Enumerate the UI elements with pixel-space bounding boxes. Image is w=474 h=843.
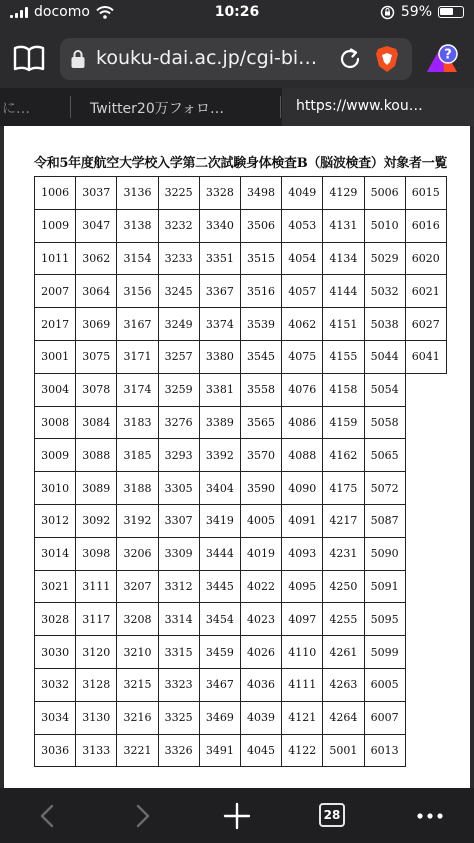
empty-cell <box>405 472 446 505</box>
table-cell: 6041 <box>405 340 446 373</box>
table-cell: 2017 <box>35 308 76 341</box>
table-cell: 3128 <box>76 668 117 701</box>
table-cell: 5099 <box>364 636 405 669</box>
empty-cell <box>405 439 446 472</box>
table-cell: 3111 <box>76 570 117 603</box>
status-right <box>380 4 464 20</box>
table-cell: 3276 <box>158 406 199 439</box>
table-cell: 3491 <box>199 734 240 767</box>
carrier-name: docomo <box>34 4 90 20</box>
table-cell: 4054 <box>282 242 323 275</box>
table-cell: 4097 <box>282 603 323 636</box>
more-menu-icon[interactable] <box>416 802 444 830</box>
table-cell: 4026 <box>240 636 281 669</box>
table-cell: 6021 <box>405 275 446 308</box>
table-cell: 3188 <box>117 472 158 505</box>
table-cell: 3516 <box>240 275 281 308</box>
table-cell: 5010 <box>364 209 405 242</box>
table-cell: 3312 <box>158 570 199 603</box>
table-cell: 4155 <box>323 340 364 373</box>
table-cell: 3133 <box>76 734 117 767</box>
table-cell: 3001 <box>35 340 76 373</box>
table-cell: 3098 <box>76 537 117 570</box>
table-cell: 3314 <box>158 603 199 636</box>
table-cell: 4261 <box>323 636 364 669</box>
table-cell: 6007 <box>364 701 405 734</box>
table-cell: 3154 <box>117 242 158 275</box>
table-row <box>35 373 447 406</box>
table-cell: 3078 <box>76 373 117 406</box>
table-cell: 3009 <box>35 439 76 472</box>
table-cell: 4175 <box>323 472 364 505</box>
table-cell: 3454 <box>199 603 240 636</box>
table-cell: 3030 <box>35 636 76 669</box>
table-cell: 4162 <box>323 439 364 472</box>
table-row <box>35 668 447 701</box>
table-cell: 4036 <box>240 668 281 701</box>
lock-icon <box>70 49 86 69</box>
table-cell: 4151 <box>323 308 364 341</box>
brave-rewards-icon[interactable] <box>424 42 460 76</box>
table-cell: 4264 <box>323 701 364 734</box>
table-cell: 3590 <box>240 472 281 505</box>
table-cell: 4093 <box>282 537 323 570</box>
table-cell: 4075 <box>282 340 323 373</box>
table-cell: 4091 <box>282 504 323 537</box>
table-cell: 4045 <box>240 734 281 767</box>
empty-cell <box>405 668 446 701</box>
table-cell: 2007 <box>35 275 76 308</box>
table-cell: 4086 <box>282 406 323 439</box>
table-cell: 3064 <box>76 275 117 308</box>
table-cell: 3545 <box>240 340 281 373</box>
table-cell: 4158 <box>323 373 364 406</box>
table-cell: 3036 <box>35 734 76 767</box>
empty-cell <box>405 570 446 603</box>
table-row <box>35 209 447 242</box>
table-cell: 1009 <box>35 209 76 242</box>
table-cell: 4022 <box>240 570 281 603</box>
tab-label: https://www.kou… <box>296 98 423 114</box>
table-row <box>35 242 447 275</box>
table-cell: 6027 <box>405 308 446 341</box>
table-cell: 3539 <box>240 308 281 341</box>
table-cell: 4090 <box>282 472 323 505</box>
table-cell: 3206 <box>117 537 158 570</box>
table-cell: 3419 <box>199 504 240 537</box>
table-cell: 3207 <box>117 570 158 603</box>
table-cell: 5072 <box>364 472 405 505</box>
table-cell: 4110 <box>282 636 323 669</box>
table-cell: 3444 <box>199 537 240 570</box>
table-cell: 3047 <box>76 209 117 242</box>
table-cell: 3225 <box>158 177 199 210</box>
table-cell: 5054 <box>364 373 405 406</box>
table-row <box>35 275 447 308</box>
tab-divider <box>70 96 71 118</box>
table-cell: 3014 <box>35 537 76 570</box>
table-cell: 3088 <box>76 439 117 472</box>
table-cell: 5065 <box>364 439 405 472</box>
document-title: 令和5年度航空大学校入学第二次試験身体検査B（脳波検査）対象者一覧 <box>34 156 448 171</box>
table-cell: 4121 <box>282 701 323 734</box>
table-cell: 3374 <box>199 308 240 341</box>
table-cell: 6020 <box>405 242 446 275</box>
url-text[interactable]: kouku-dai.ac.jp/cgi-bi… <box>96 47 318 69</box>
table-cell: 3062 <box>76 242 117 275</box>
table-cell: 3004 <box>35 373 76 406</box>
table-cell: 3293 <box>158 439 199 472</box>
table-cell: 4062 <box>282 308 323 341</box>
table-cell: 3210 <box>117 636 158 669</box>
table-cell: 5006 <box>364 177 405 210</box>
table-cell: 5087 <box>364 504 405 537</box>
table-row <box>35 406 447 439</box>
table-cell: 4255 <box>323 603 364 636</box>
table-cell: 3351 <box>199 242 240 275</box>
table-cell: 4005 <box>240 504 281 537</box>
table-cell: 4095 <box>282 570 323 603</box>
table-cell: 3570 <box>240 439 281 472</box>
table-cell: 3498 <box>240 177 281 210</box>
table-row <box>35 340 447 373</box>
table-row <box>35 570 447 603</box>
empty-cell <box>405 504 446 537</box>
table-cell: 3216 <box>117 701 158 734</box>
table-cell: 3117 <box>76 603 117 636</box>
table-cell: 5090 <box>364 537 405 570</box>
table-cell: 3012 <box>35 504 76 537</box>
table-cell: 5095 <box>364 603 405 636</box>
status-bar <box>0 0 474 26</box>
table-cell: 4122 <box>282 734 323 767</box>
reload-icon[interactable] <box>338 47 362 71</box>
table-cell: 3381 <box>199 373 240 406</box>
table-cell: 4023 <box>240 603 281 636</box>
table-cell: 3309 <box>158 537 199 570</box>
table-row <box>35 472 447 505</box>
tab-label: Twitter20万フォロ… <box>90 101 225 117</box>
table-cell: 4053 <box>282 209 323 242</box>
table-cell: 3315 <box>158 636 199 669</box>
table-cell: 3506 <box>240 209 281 242</box>
table-cell: 3208 <box>117 603 158 636</box>
empty-cell <box>405 537 446 570</box>
table-cell: 3092 <box>76 504 117 537</box>
table-cell: 3215 <box>117 668 158 701</box>
table-cell: 3307 <box>158 504 199 537</box>
table-cell: 1006 <box>35 177 76 210</box>
table-cell: 5038 <box>364 308 405 341</box>
table-row <box>35 734 447 767</box>
table-cell: 3325 <box>158 701 199 734</box>
table-cell: 3130 <box>76 701 117 734</box>
tab-divider <box>280 96 281 118</box>
table-cell: 5029 <box>364 242 405 275</box>
empty-cell <box>405 406 446 439</box>
table-cell: 4039 <box>240 701 281 734</box>
table-cell: 3037 <box>76 177 117 210</box>
table-cell: 5091 <box>364 570 405 603</box>
empty-cell <box>405 701 446 734</box>
table-cell: 4131 <box>323 209 364 242</box>
tab-strip <box>0 88 474 126</box>
table-cell: 4129 <box>323 177 364 210</box>
svg-text:?: ? <box>444 47 452 63</box>
forward-icon[interactable] <box>128 802 156 830</box>
table-cell: 4159 <box>323 406 364 439</box>
table-cell: 5058 <box>364 406 405 439</box>
clock: 10:26 <box>214 4 260 20</box>
table-cell: 3232 <box>158 209 199 242</box>
empty-cell <box>405 734 446 767</box>
table-cell: 3445 <box>199 570 240 603</box>
table-row <box>35 504 447 537</box>
table-cell: 3389 <box>199 406 240 439</box>
table-cell: 3084 <box>76 406 117 439</box>
table-cell: 3326 <box>158 734 199 767</box>
table-cell: 3380 <box>199 340 240 373</box>
table-cell: 3174 <box>117 373 158 406</box>
table-cell: 3367 <box>199 275 240 308</box>
table-cell: 3249 <box>158 308 199 341</box>
table-cell: 3136 <box>117 177 158 210</box>
table-cell: 3558 <box>240 373 281 406</box>
table-cell: 4057 <box>282 275 323 308</box>
table-cell: 4049 <box>282 177 323 210</box>
tab-twitter[interactable] <box>72 88 267 126</box>
table-cell: 3156 <box>117 275 158 308</box>
table-cell: 3185 <box>117 439 158 472</box>
empty-cell <box>405 373 446 406</box>
table-cell: 6013 <box>364 734 405 767</box>
table-cell: 3021 <box>35 570 76 603</box>
table-cell: 3259 <box>158 373 199 406</box>
table-cell: 4134 <box>323 242 364 275</box>
table-row <box>35 439 447 472</box>
tab-label: に… <box>2 101 30 117</box>
table-cell: 1011 <box>35 242 76 275</box>
browser-toolbar <box>0 30 474 88</box>
table-cell: 3459 <box>199 636 240 669</box>
table-cell: 5001 <box>323 734 364 767</box>
bookmarks-icon[interactable] <box>12 42 46 74</box>
table-cell: 5044 <box>364 340 405 373</box>
back-icon[interactable] <box>34 802 62 830</box>
table-cell: 3257 <box>158 340 199 373</box>
table-row <box>35 603 447 636</box>
table-cell: 4076 <box>282 373 323 406</box>
orientation-lock-icon <box>380 5 395 20</box>
table-cell: 4088 <box>282 439 323 472</box>
new-tab-icon[interactable] <box>223 802 251 830</box>
table-cell: 6015 <box>405 177 446 210</box>
table-cell: 3221 <box>117 734 158 767</box>
table-cell: 4144 <box>323 275 364 308</box>
battery-icon <box>438 6 464 18</box>
table-cell: 3392 <box>199 439 240 472</box>
table-row <box>35 177 447 210</box>
table-cell: 3010 <box>35 472 76 505</box>
table-cell: 3245 <box>158 275 199 308</box>
battery-percent: 59% <box>400 4 432 20</box>
tab-previous[interactable] <box>0 88 38 126</box>
empty-cell <box>405 636 446 669</box>
address-bar[interactable] <box>60 38 412 80</box>
table-row <box>35 537 447 570</box>
table-cell: 4231 <box>323 537 364 570</box>
web-page-content[interactable] <box>4 126 470 788</box>
table-cell: 3120 <box>76 636 117 669</box>
tab-switcher-button[interactable]: 28 <box>319 803 345 827</box>
table-cell: 3028 <box>35 603 76 636</box>
table-row <box>35 636 447 669</box>
table-row <box>35 701 447 734</box>
table-cell: 3323 <box>158 668 199 701</box>
brave-shields-icon[interactable] <box>374 45 400 73</box>
table-cell: 3328 <box>199 177 240 210</box>
table-cell: 3565 <box>240 406 281 439</box>
table-cell: 3171 <box>117 340 158 373</box>
table-cell: 3138 <box>117 209 158 242</box>
table-cell: 3305 <box>158 472 199 505</box>
table-cell: 3008 <box>35 406 76 439</box>
empty-cell <box>405 603 446 636</box>
table-cell: 4111 <box>282 668 323 701</box>
table-cell: 3167 <box>117 308 158 341</box>
applicant-number-table <box>34 176 447 767</box>
table-cell: 5032 <box>364 275 405 308</box>
table-cell: 3515 <box>240 242 281 275</box>
table-cell: 3075 <box>76 340 117 373</box>
table-cell: 3089 <box>76 472 117 505</box>
tab-active[interactable] <box>282 88 474 126</box>
bottom-toolbar <box>0 788 474 843</box>
table-cell: 3069 <box>76 308 117 341</box>
table-cell: 6005 <box>364 668 405 701</box>
table-cell: 4263 <box>323 668 364 701</box>
table-cell: 3340 <box>199 209 240 242</box>
table-cell: 3467 <box>199 668 240 701</box>
table-cell: 4217 <box>323 504 364 537</box>
table-cell: 4019 <box>240 537 281 570</box>
table-cell: 3233 <box>158 242 199 275</box>
table-cell: 3404 <box>199 472 240 505</box>
table-cell: 3192 <box>117 504 158 537</box>
table-cell: 6016 <box>405 209 446 242</box>
table-cell: 3469 <box>199 701 240 734</box>
table-cell: 4250 <box>323 570 364 603</box>
table-cell: 3032 <box>35 668 76 701</box>
table-cell: 3034 <box>35 701 76 734</box>
table-cell: 3183 <box>117 406 158 439</box>
table-row <box>35 308 447 341</box>
